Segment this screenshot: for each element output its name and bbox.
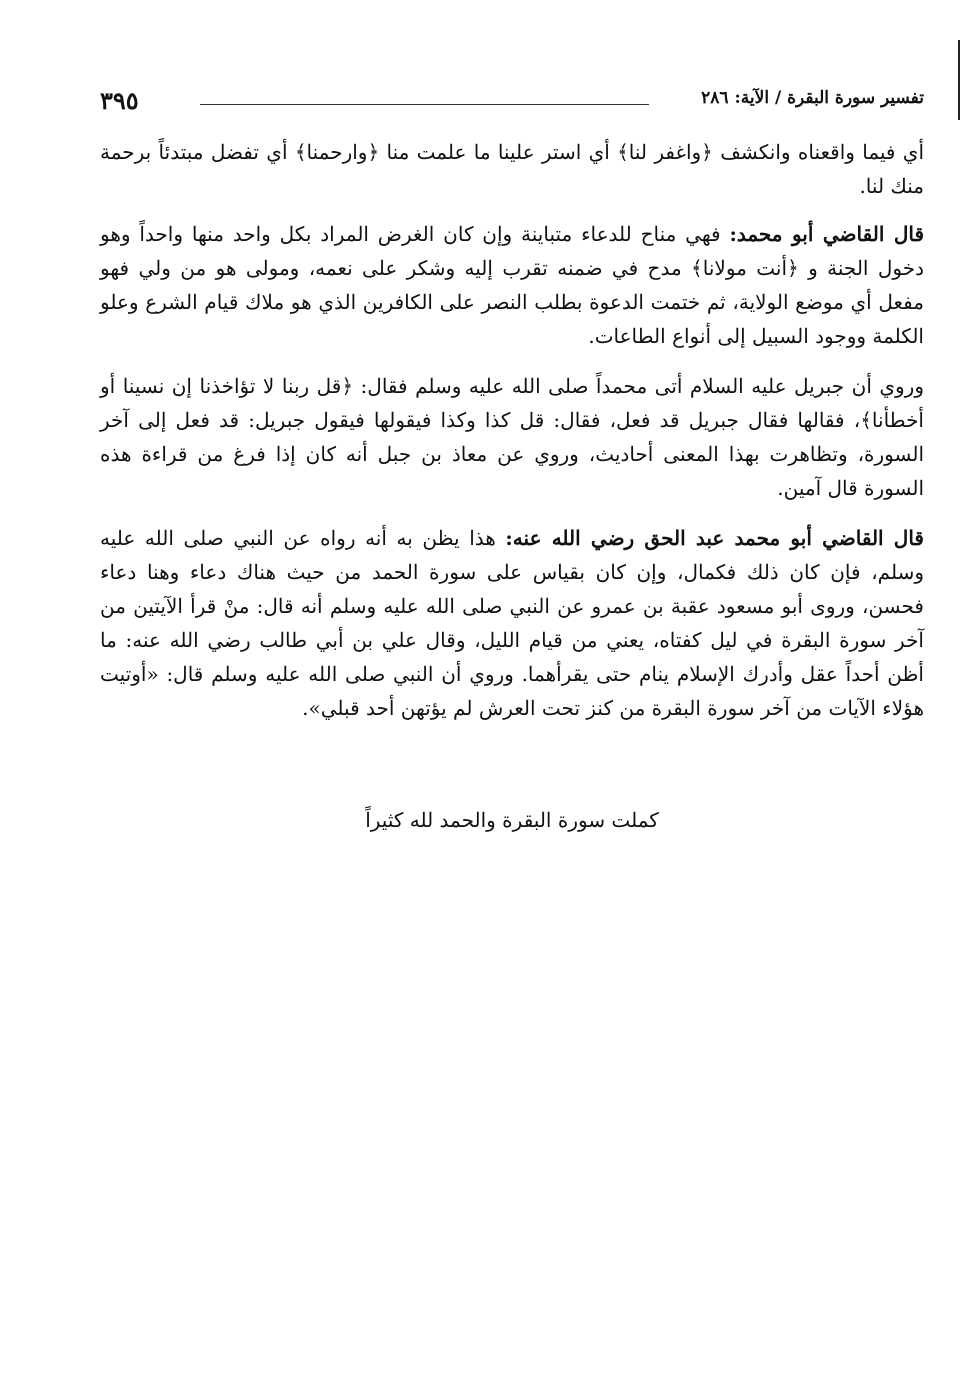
page-body: [100, 135, 924, 741]
paragraph-2: [100, 217, 924, 353]
paragraph-4-text: هذا يظن به أنه رواه عن النبي صلى الله عليه وسلم، فإن كان ذلك فكمال، وإن كان بقياس على سورة الحمد من حيث هناك دعاء وهنا دعاء فحسن، وروى أبو مسعود عقبة بن عمرو عن النبي صلى الله عليه وسلم أنه قال: منْ قرأ الآيتين من آخر سورة البقرة في ليل كفتاه، يعني من قيام الليل، وقال علي بن أبي طالب رضي الله عنه: ما أظن أحداً عقل وأدرك الإسلام ينام حتى يقرأهما. وروي أن النبي صلى الله عليه وسلم قال: «أوتيت هؤلاء الآيات من آخر سورة البقرة من كنز تحت العرش لم يؤتهن أحد قبلي».: [100, 526, 924, 720]
closing-line: كملت سورة البقرة والحمد لله كثيراً: [365, 808, 659, 832]
paragraph-1-text: أي فيما واقعناه وانكشف ﴿واغفر لنا﴾ أي استر علينا ما علمت منا ﴿وارحمنا﴾ أي تفضل مبتدئاً برحمة منك لنا.: [100, 140, 924, 198]
paragraph-3-text: وروي أن جبريل عليه السلام أتى محمداً صلى الله عليه وسلم فقال: ﴿قل ربنا لا تؤاخذنا إن نسينا أو أخطأنا﴾، فقالها فقال جبريل قد فعل، فقال: قل كذا وكذا فيقولها فيقول جبريل: قد فعل إلى آخر السورة، وتظاهرت بهذا المعنى أحاديث، وروي عن معاذ بن جبل أنه كان إذا فرغ من قراءة هذه السورة قال آمين.: [100, 374, 924, 500]
running-header: [100, 88, 924, 122]
page-number: ٣٩٥: [100, 86, 139, 115]
header-rule: [200, 104, 649, 105]
paragraph-2-text: فهي مناح للدعاء متباينة وإن كان الغرض المراد بكل واحد منها واحداً وهو دخول الجنة و ﴿أنت مولانا﴾ مدح في ضمنه تقرب إليه وشكر على نعمه، ومولى هو من ولي فهو مفعل أي موضع الولاية، ثم ختمت الدعوة بطلب النصر على الكافرين الذي هو ملاك قيام الشرع وعلو الكلمة ووجود السبيل إلى أنواع الطاعات.: [100, 222, 924, 348]
paragraph-4: [100, 521, 924, 725]
page-edge-line: [958, 40, 960, 120]
paragraph-4-lead: قال القاضي أبو محمد عبد الحق رضي الله عنه:: [505, 526, 924, 550]
paragraph-3: [100, 369, 924, 505]
paragraph-2-lead: قال القاضي أبو محمد:: [729, 222, 925, 246]
paragraph-1: [100, 135, 924, 203]
header-title: تفسير سورة البقرة / الآية: ٢٨٦: [701, 88, 924, 108]
